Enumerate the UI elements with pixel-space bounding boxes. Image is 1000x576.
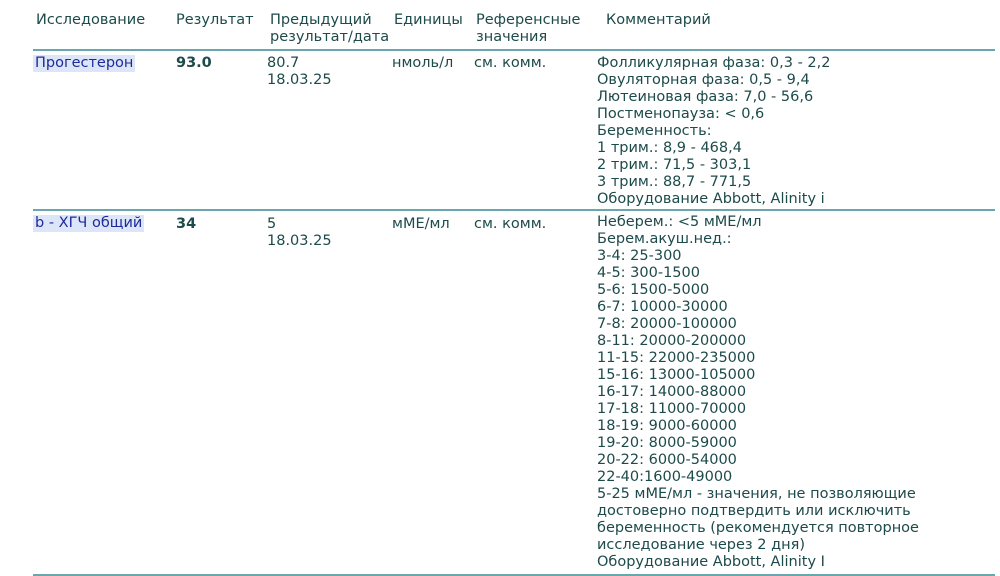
test-name[interactable]: b - ХГЧ общий <box>35 215 143 231</box>
test-result: 93.0 <box>176 55 212 71</box>
comment-line: 18-19: 9000-60000 <box>597 418 737 434</box>
previous-date: 18.03.25 <box>267 233 332 249</box>
comment-line: 2 трим.: 71,5 - 303,1 <box>597 157 752 173</box>
previous-result <box>267 55 332 89</box>
comment-line: Оборудование Abbott, Alinity i <box>597 191 825 207</box>
header-reference <box>476 12 580 46</box>
reference-values: см. комм. <box>474 55 547 71</box>
comment-line: 3-4: 25-300 <box>597 248 682 264</box>
header-previous-line1: Предыдущий <box>270 12 372 28</box>
comment-line: 15-16: 13000-105000 <box>597 367 756 383</box>
comment-line: Лютеиновая фаза: 7,0 - 56,6 <box>597 89 814 105</box>
header-result: Результат <box>176 12 254 28</box>
comment-line: 5-6: 1500-5000 <box>597 282 710 298</box>
comment-line: 5-25 мМЕ/мл - значения, не позволяющие <box>597 486 916 502</box>
previous-result <box>267 216 332 250</box>
comment-line: 17-18: 11000-70000 <box>597 401 747 417</box>
comment-line: достоверно подтвердить или исключить <box>597 503 911 519</box>
comment-line: 4-5: 300-1500 <box>597 265 700 281</box>
header-divider <box>33 49 995 51</box>
row-divider <box>33 209 995 211</box>
comment-line: 16-17: 14000-88000 <box>597 384 747 400</box>
comment-line: Овуляторная фаза: 0,5 - 9,4 <box>597 72 810 88</box>
comment-line: Беременность: <box>597 123 712 139</box>
comment-line: 19-20: 8000-59000 <box>597 435 737 451</box>
comment <box>597 214 919 571</box>
comment-line: 8-11: 20000-200000 <box>597 333 747 349</box>
header-comment: Комментарий <box>606 12 711 28</box>
comment-line: Фолликулярная фаза: 0,3 - 2,2 <box>597 55 831 71</box>
header-previous <box>270 12 389 46</box>
header-units: Единицы <box>394 12 463 28</box>
comment-line: 3 трим.: 88,7 - 771,5 <box>597 174 752 190</box>
comment-line: Постменопауза: < 0,6 <box>597 106 765 122</box>
comment-line: Оборудование Abbott, Alinity I <box>597 554 825 570</box>
comment-line: Неберем.: <5 мМЕ/мл <box>597 214 762 230</box>
header-study: Исследование <box>36 12 146 28</box>
comment-line: 11-15: 22000-235000 <box>597 350 756 366</box>
header-previous-line2: результат/дата <box>270 29 390 45</box>
comment-line: исследование через 2 дня) <box>597 537 805 553</box>
comment-line: беременность (рекомендуется повторное <box>597 520 919 536</box>
previous-value: 80.7 <box>267 55 300 71</box>
reference-values: см. комм. <box>474 216 547 232</box>
comment-line: 22-40:1600-49000 <box>597 469 733 485</box>
comment <box>597 55 831 208</box>
test-name[interactable]: Прогестерон <box>35 55 134 71</box>
comment-line: 6-7: 10000-30000 <box>597 299 728 315</box>
comment-line: 1 трим.: 8,9 - 468,4 <box>597 140 742 156</box>
units: нмоль/л <box>392 55 454 71</box>
comment-line: 20-22: 6000-54000 <box>597 452 737 468</box>
header-reference-line1: Референсные <box>476 12 581 28</box>
test-result: 34 <box>176 216 197 232</box>
previous-date: 18.03.25 <box>267 72 332 88</box>
units: мМЕ/мл <box>392 216 450 232</box>
header-reference-line2: значения <box>476 29 548 45</box>
previous-value: 5 <box>267 216 277 232</box>
comment-line: 7-8: 20000-100000 <box>597 316 737 332</box>
comment-line: Берем.акуш.нед.: <box>597 231 732 247</box>
